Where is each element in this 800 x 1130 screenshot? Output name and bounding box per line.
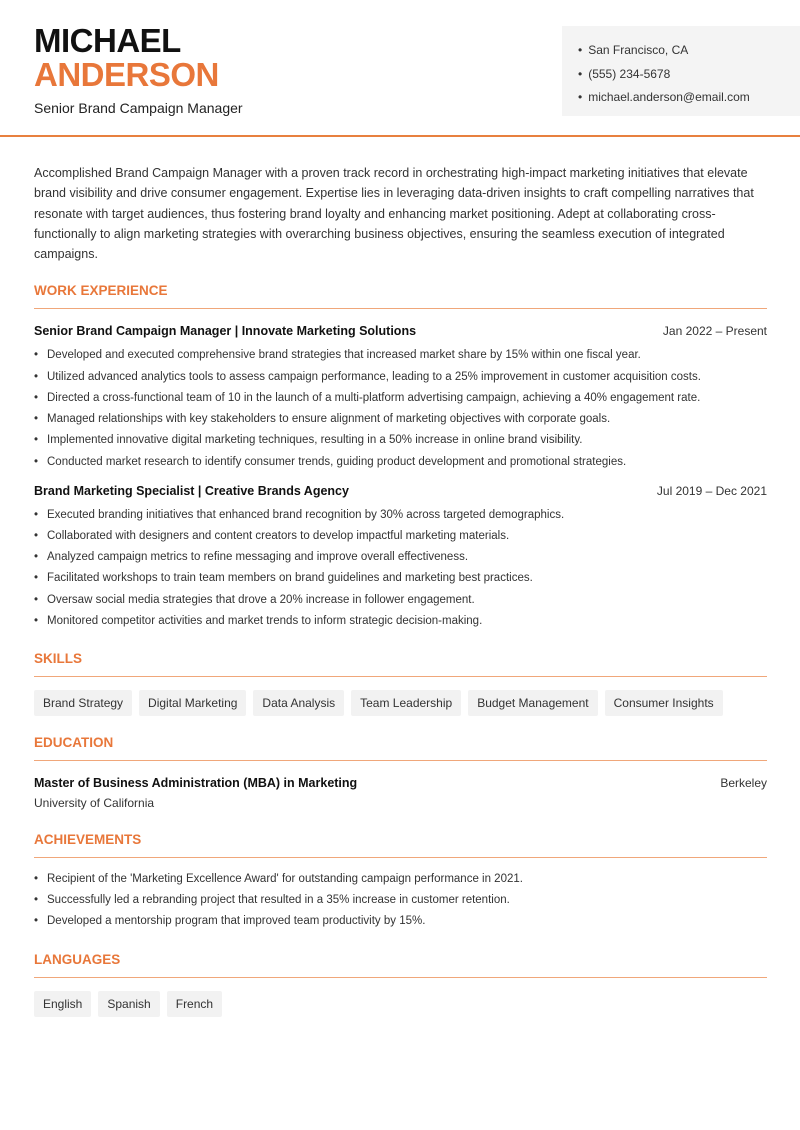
list-item: • Oversaw social media strategies that drove a 20% increase in follower engagement. — [34, 590, 767, 611]
skill-tag: Budget Management — [468, 690, 597, 716]
last-name: ANDERSON — [34, 56, 219, 93]
degree: Master of Business Administration (MBA) in Marketing — [34, 775, 358, 790]
list-item: • Facilitated workshops to train team members on brand guidelines and marketing best practices. — [34, 568, 767, 589]
resume-header — [0, 0, 800, 137]
list-item: • Directed a cross-functional team of 10 in the launch of a multi-platform advertising campaign, achieving a 40% engagement rate. — [34, 388, 767, 409]
skill-tag: Consumer Insights — [605, 690, 723, 716]
section-heading: LANGUAGES — [34, 952, 767, 978]
list-item: • Managed relationships with key stakeholders to ensure alignment of marketing objectives with corporate goals. — [34, 409, 767, 430]
list-item: • Recipient of the 'Marketing Excellence Award' for outstanding campaign performance in 2021. — [34, 869, 767, 890]
list-item: • Implemented innovative digital marketing techniques, resulting in a 50% increase in online brand visibility. — [34, 430, 767, 451]
section-heading: WORK EXPERIENCE — [34, 283, 767, 309]
job-dates: Jan 2022 – Present — [662, 324, 767, 339]
language-tag: Spanish — [98, 991, 159, 1017]
job-title: Senior Brand Campaign Manager — [34, 100, 243, 116]
list-item: • Executed branding initiatives that enhanced brand recognition by 30% across targeted demographics. — [34, 505, 767, 526]
achievements-section — [34, 832, 767, 933]
contact-phone: • (555) 234-5678 — [578, 63, 800, 87]
list-item: • Collaborated with designers and content creators to develop impactful marketing materials. — [34, 526, 767, 547]
list-item: • Developed and executed comprehensive brand strategies that increased market share by 15% within one fiscal year. — [34, 345, 767, 366]
section-heading: EDUCATION — [34, 735, 767, 761]
skill-tag: Team Leadership — [351, 690, 461, 716]
languages-section — [34, 952, 767, 1017]
job-entry — [34, 321, 767, 472]
skill-tag: Data Analysis — [253, 690, 344, 716]
job-title: Brand Marketing Specialist | Creative Brands Agency — [34, 483, 349, 498]
first-name: MICHAEL — [34, 22, 181, 59]
contact-email[interactable]: • michael.anderson@email.com — [578, 86, 800, 110]
list-item: • Utilized advanced analytics tools to assess campaign performance, leading to a 25% improvement in customer acquisition costs. — [34, 367, 767, 388]
education-location: Berkeley — [720, 775, 767, 790]
language-tag: English — [34, 991, 91, 1017]
section-heading: ACHIEVEMENTS — [34, 832, 767, 858]
job-title: Senior Brand Campaign Manager | Innovate Marketing Solutions — [34, 324, 417, 339]
contact-box — [562, 26, 800, 116]
summary: Accomplished Brand Campaign Manager with a proven track record in orchestrating high-impact marketing initiatives that elevate brand visibility and drive consumer engagement. Expertise lies in leveraging data-driven insights to craft compelling narratives that resonate with target audiences, thus fostering brand loyalty and enhancing market positioning. Adept at collaborating cross-functionally to align marketing strategies with overarching business objectives, ensuring the seamless execution of integrated campaigns. — [34, 166, 754, 262]
contact-location: • San Francisco, CA — [578, 39, 800, 63]
job-entry — [34, 481, 767, 632]
list-item: • Conducted market research to identify consumer trends, guiding product development and promotional strategies. — [34, 452, 767, 473]
education-section — [34, 735, 767, 813]
skill-tag: Brand Strategy — [34, 690, 132, 716]
job-dates: Jul 2019 – Dec 2021 — [656, 483, 767, 498]
list-item: • Analyzed campaign metrics to refine messaging and improve overall effectiveness. — [34, 547, 767, 568]
list-item: • Successfully led a rebranding project that resulted in a 35% increase in customer retention. — [34, 890, 767, 911]
work-experience-section — [34, 283, 767, 631]
section-heading: SKILLS — [34, 651, 767, 677]
school: University of California — [34, 795, 155, 810]
skill-tag: Digital Marketing — [139, 690, 246, 716]
language-tag: French — [167, 991, 222, 1017]
list-item: • Monitored competitor activities and market trends to inform strategic decision-making. — [34, 611, 767, 632]
skills-section — [34, 651, 767, 716]
list-item: • Developed a mentorship program that improved team productivity by 15%. — [34, 911, 767, 932]
